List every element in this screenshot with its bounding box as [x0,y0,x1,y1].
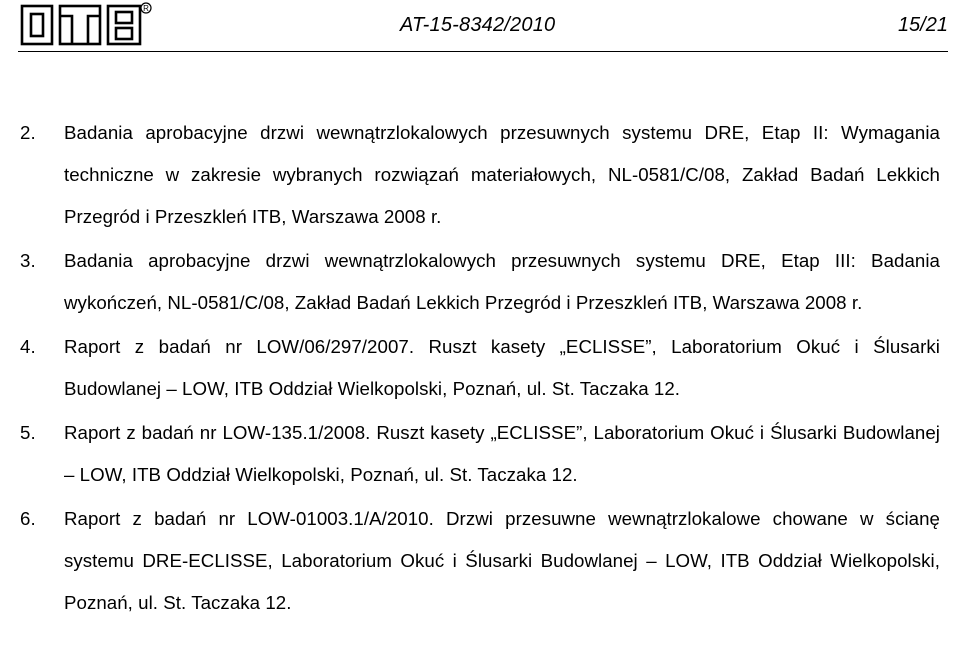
document-number: AT-15-8342/2010 [400,14,556,36]
reference-number: 4. [20,336,36,357]
itb-logo [20,2,152,48]
reference-text: Badania aprobacyjne drzwi wewnątrzlokalowych przesuwnych systemu DRE, Etap III: Badania wykończeń, NL-0581/C/08, Zakład Badań Lekkich Przegród i Przeszkleń ITB, Warszawa 2008 r. [64,250,940,313]
reference-item [20,412,940,496]
reference-text: Badania aprobacyjne drzwi wewnątrzlokalowych przesuwnych systemu DRE, Etap II: Wymagania techniczne w zakresie wybranych rozwiązań materiałowych, NL-0581/C/08, Zakład Badań Lekkich Przegród i Przeszkleń ITB, Warszawa 2008 r. [64,122,940,227]
reference-number: 3. [20,250,36,271]
reference-item [20,240,940,324]
reference-text: Raport z badań nr LOW-135.1/2008. Ruszt kasety „ECLISSE”, Laboratorium Okuć i Ślusarki Budowlanej – LOW, ITB Oddział Wielkopolski, Poznań, ul. St. Taczaka 12. [64,422,940,485]
reference-number: 2. [20,122,36,143]
reference-item [20,112,940,238]
reference-item [20,326,940,410]
reference-item [20,498,940,624]
reference-number: 6. [20,508,36,529]
registered-mark [141,3,151,13]
reference-text: Raport z badań nr LOW/06/297/2007. Ruszt kasety „ECLISSE”, Laboratorium Okuć i Ślusarki Budowlanej – LOW, ITB Oddział Wielkopolski, Poznań, ul. St. Taczaka 12. [64,336,940,399]
svg-text:R: R [143,4,149,13]
page-number: 15/21 [897,14,948,36]
reference-number: 5. [20,422,36,443]
page-header [0,0,960,58]
header-divider [18,51,948,52]
reference-text: Raport z badań nr LOW-01003.1/A/2010. Drzwi przesuwne wewnątrzlokalowe chowane w ścianę systemu DRE-ECLISSE, Laboratorium Okuć i Ślusarki Budowlanej – LOW, ITB Oddział Wielkopolski, Poznań, ul. St. Taczaka 12. [64,508,940,613]
references-list [20,112,940,624]
